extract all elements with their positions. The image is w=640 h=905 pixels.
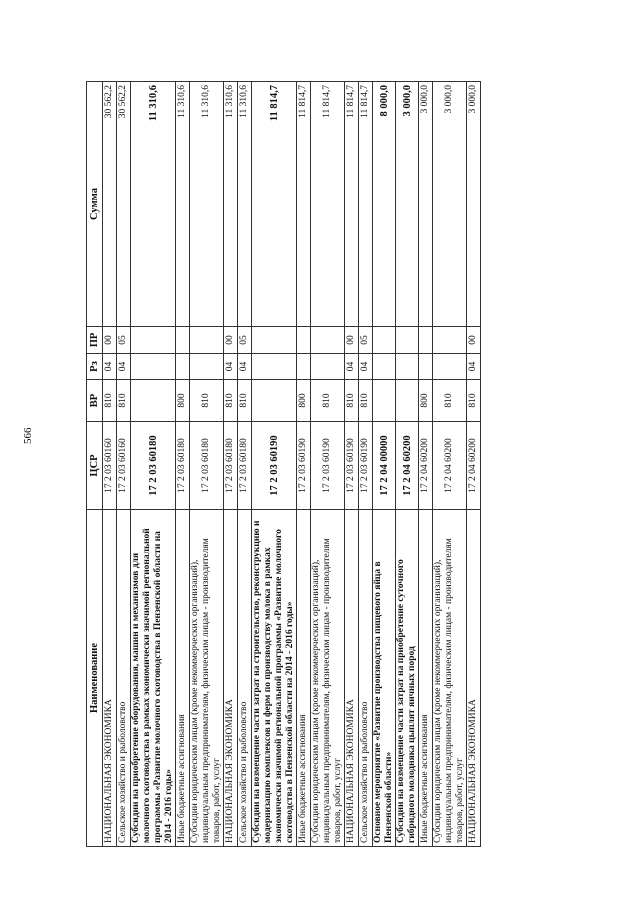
cell-sum: 3 000,0: [396, 82, 419, 327]
cell-vr: 810: [190, 380, 224, 422]
table-row: [252, 82, 297, 847]
cell-sum: 11 814,7: [297, 82, 311, 327]
cell-sum: 30 562,2: [117, 82, 131, 327]
cell-name: Сельское хозяйство и рыболовство: [117, 510, 131, 847]
cell-vr: 810: [311, 380, 345, 422]
cell-csr: 17 2 04 60200: [419, 422, 433, 510]
cell-sum: 30 562,2: [103, 82, 117, 327]
cell-pr: 00: [467, 327, 481, 354]
cell-pr: [433, 327, 467, 354]
cell-csr: 17 2 03 60180: [224, 422, 238, 510]
header-sum: Сумма: [87, 82, 103, 327]
table-row: [345, 82, 359, 847]
cell-name: Субсидии юридическим лицам (кроме некоммерческих организаций), индивидуальным предпринимателям, физическим лицам - производителям товаров, работ, услуг: [190, 510, 224, 847]
table-row: [373, 82, 396, 847]
cell-sum: 11 814,7: [311, 82, 345, 327]
table-row: [117, 82, 131, 847]
cell-pr: 00: [345, 327, 359, 354]
cell-pr: 05: [359, 327, 373, 354]
cell-csr: 17 2 03 60190: [297, 422, 311, 510]
cell-sum: 3 000,0: [433, 82, 467, 327]
table-row: [176, 82, 190, 847]
cell-vr: 810: [238, 380, 252, 422]
cell-sum: 11 310,6: [224, 82, 238, 327]
cell-csr: 17 2 04 60200: [396, 422, 419, 510]
cell-vr: [396, 380, 419, 422]
table-row: [396, 82, 419, 847]
table-row: [467, 82, 481, 847]
cell-pr: 00: [103, 327, 117, 354]
cell-sum: 3 000,0: [467, 82, 481, 327]
cell-pr: 05: [238, 327, 252, 354]
cell-name: Иные бюджетные ассигнования: [176, 510, 190, 847]
cell-name: Сельское хозяйство и рыболовство: [238, 510, 252, 847]
rotated-table-container: [86, 82, 579, 847]
cell-vr: 810: [433, 380, 467, 422]
table-row: [359, 82, 373, 847]
cell-name: Субсидии на возмещение части затрат на строительство, реконструкцию и модернизацию комплексов и ферм по производству молока в рамках экономически значимой региональной программы «Развитие молочного скотоводства в Пензенской области на 2014 - 2016 годы»: [252, 510, 297, 847]
cell-vr: 800: [176, 380, 190, 422]
cell-csr: 17 2 03 60180: [190, 422, 224, 510]
cell-csr: 17 2 03 60160: [103, 422, 117, 510]
cell-sum: 3 000,0: [419, 82, 433, 327]
table-row: [419, 82, 433, 847]
cell-csr: 17 2 03 60180: [176, 422, 190, 510]
cell-vr: 810: [359, 380, 373, 422]
cell-csr: 17 2 04 60200: [433, 422, 467, 510]
cell-pr: [297, 327, 311, 354]
cell-rz: [131, 354, 176, 380]
cell-vr: 810: [117, 380, 131, 422]
table-row: [433, 82, 467, 847]
budget-table: [86, 81, 481, 847]
cell-name: Иные бюджетные ассигнования: [419, 510, 433, 847]
cell-vr: 810: [467, 380, 481, 422]
table-row: [131, 82, 176, 847]
cell-vr: [131, 380, 176, 422]
cell-name: Субсидии на приобретение оборудования, машин и механизмов для молочного скотоводства в рамках экономически значимой региональной программы «Развитие молочного скотоводства в Пензенской области на 2014 - 2016 годы»: [131, 510, 176, 847]
cell-sum: 11 310,6: [190, 82, 224, 327]
cell-rz: [396, 354, 419, 380]
cell-name: Субсидии юридическим лицам (кроме некоммерческих организаций), индивидуальным предпринимателям, физическим лицам - производителям товаров, работ, услуг: [433, 510, 467, 847]
cell-name: Субсидии на возмещение части затрат на приобретение суточного гибридного молодняка цыплят яичных пород: [396, 510, 419, 847]
cell-rz: 04: [467, 354, 481, 380]
cell-rz: [311, 354, 345, 380]
cell-rz: [297, 354, 311, 380]
cell-csr: 17 2 03 60190: [311, 422, 345, 510]
cell-csr: 17 2 04 60200: [467, 422, 481, 510]
cell-name: Сельское хозяйство и рыболовство: [359, 510, 373, 847]
cell-pr: [311, 327, 345, 354]
cell-pr: [396, 327, 419, 354]
cell-pr: [419, 327, 433, 354]
cell-rz: [419, 354, 433, 380]
cell-rz: 04: [224, 354, 238, 380]
header-pr: ПР: [87, 327, 103, 354]
cell-name: НАЦИОНАЛЬНАЯ ЭКОНОМИКА: [224, 510, 238, 847]
cell-vr: 810: [103, 380, 117, 422]
cell-rz: 04: [345, 354, 359, 380]
cell-pr: [252, 327, 297, 354]
cell-rz: [176, 354, 190, 380]
cell-rz: [433, 354, 467, 380]
cell-vr: 800: [297, 380, 311, 422]
cell-csr: 17 2 04 00000: [373, 422, 396, 510]
cell-csr: 17 2 03 60190: [359, 422, 373, 510]
table-row: [238, 82, 252, 847]
table-row: [297, 82, 311, 847]
header-rz: Рз: [87, 354, 103, 380]
cell-vr: 810: [224, 380, 238, 422]
cell-pr: [176, 327, 190, 354]
table-header-row: [87, 82, 103, 847]
page-number: 566: [22, 427, 34, 444]
header-vr: ВР: [87, 380, 103, 422]
cell-pr: [190, 327, 224, 354]
cell-csr: 17 2 03 60190: [252, 422, 297, 510]
cell-rz: [373, 354, 396, 380]
table-row: [190, 82, 224, 847]
cell-sum: 8 000,0: [373, 82, 396, 327]
cell-name: Субсидии юридическим лицам (кроме некоммерческих организаций), индивидуальным предпринимателям, физическим лицам - производителям товаров, работ, услуг: [311, 510, 345, 847]
cell-csr: 17 2 03 60180: [131, 422, 176, 510]
cell-pr: [373, 327, 396, 354]
table-row: [103, 82, 117, 847]
cell-rz: [190, 354, 224, 380]
cell-sum: 11 310,6: [238, 82, 252, 327]
cell-name: НАЦИОНАЛЬНАЯ ЭКОНОМИКА: [103, 510, 117, 847]
header-name: Наименование: [87, 510, 103, 847]
header-csr: ЦСР: [87, 422, 103, 510]
table-row: [311, 82, 345, 847]
cell-name: НАЦИОНАЛЬНАЯ ЭКОНОМИКА: [467, 510, 481, 847]
cell-rz: [252, 354, 297, 380]
cell-pr: 00: [224, 327, 238, 354]
cell-vr: 810: [345, 380, 359, 422]
cell-vr: [252, 380, 297, 422]
table-row: [224, 82, 238, 847]
cell-csr: 17 2 03 60160: [117, 422, 131, 510]
cell-rz: 04: [117, 354, 131, 380]
cell-vr: 800: [419, 380, 433, 422]
cell-pr: [131, 327, 176, 354]
cell-rz: 04: [359, 354, 373, 380]
cell-sum: 11 814,7: [359, 82, 373, 327]
cell-name: Основное мероприятие «Развитие производства пищевого яйца в Пензенской области»: [373, 510, 396, 847]
cell-sum: 11 814,7: [252, 82, 297, 327]
cell-csr: 17 2 03 60180: [238, 422, 252, 510]
cell-vr: [373, 380, 396, 422]
cell-rz: 04: [103, 354, 117, 380]
table-body: [103, 82, 481, 847]
cell-rz: 04: [238, 354, 252, 380]
cell-name: Иные бюджетные ассигнования: [297, 510, 311, 847]
cell-name: НАЦИОНАЛЬНАЯ ЭКОНОМИКА: [345, 510, 359, 847]
cell-sum: 11 814,7: [345, 82, 359, 327]
cell-sum: 11 310,6: [176, 82, 190, 327]
cell-csr: 17 2 03 60190: [345, 422, 359, 510]
cell-pr: 05: [117, 327, 131, 354]
cell-sum: 11 310,6: [131, 82, 176, 327]
